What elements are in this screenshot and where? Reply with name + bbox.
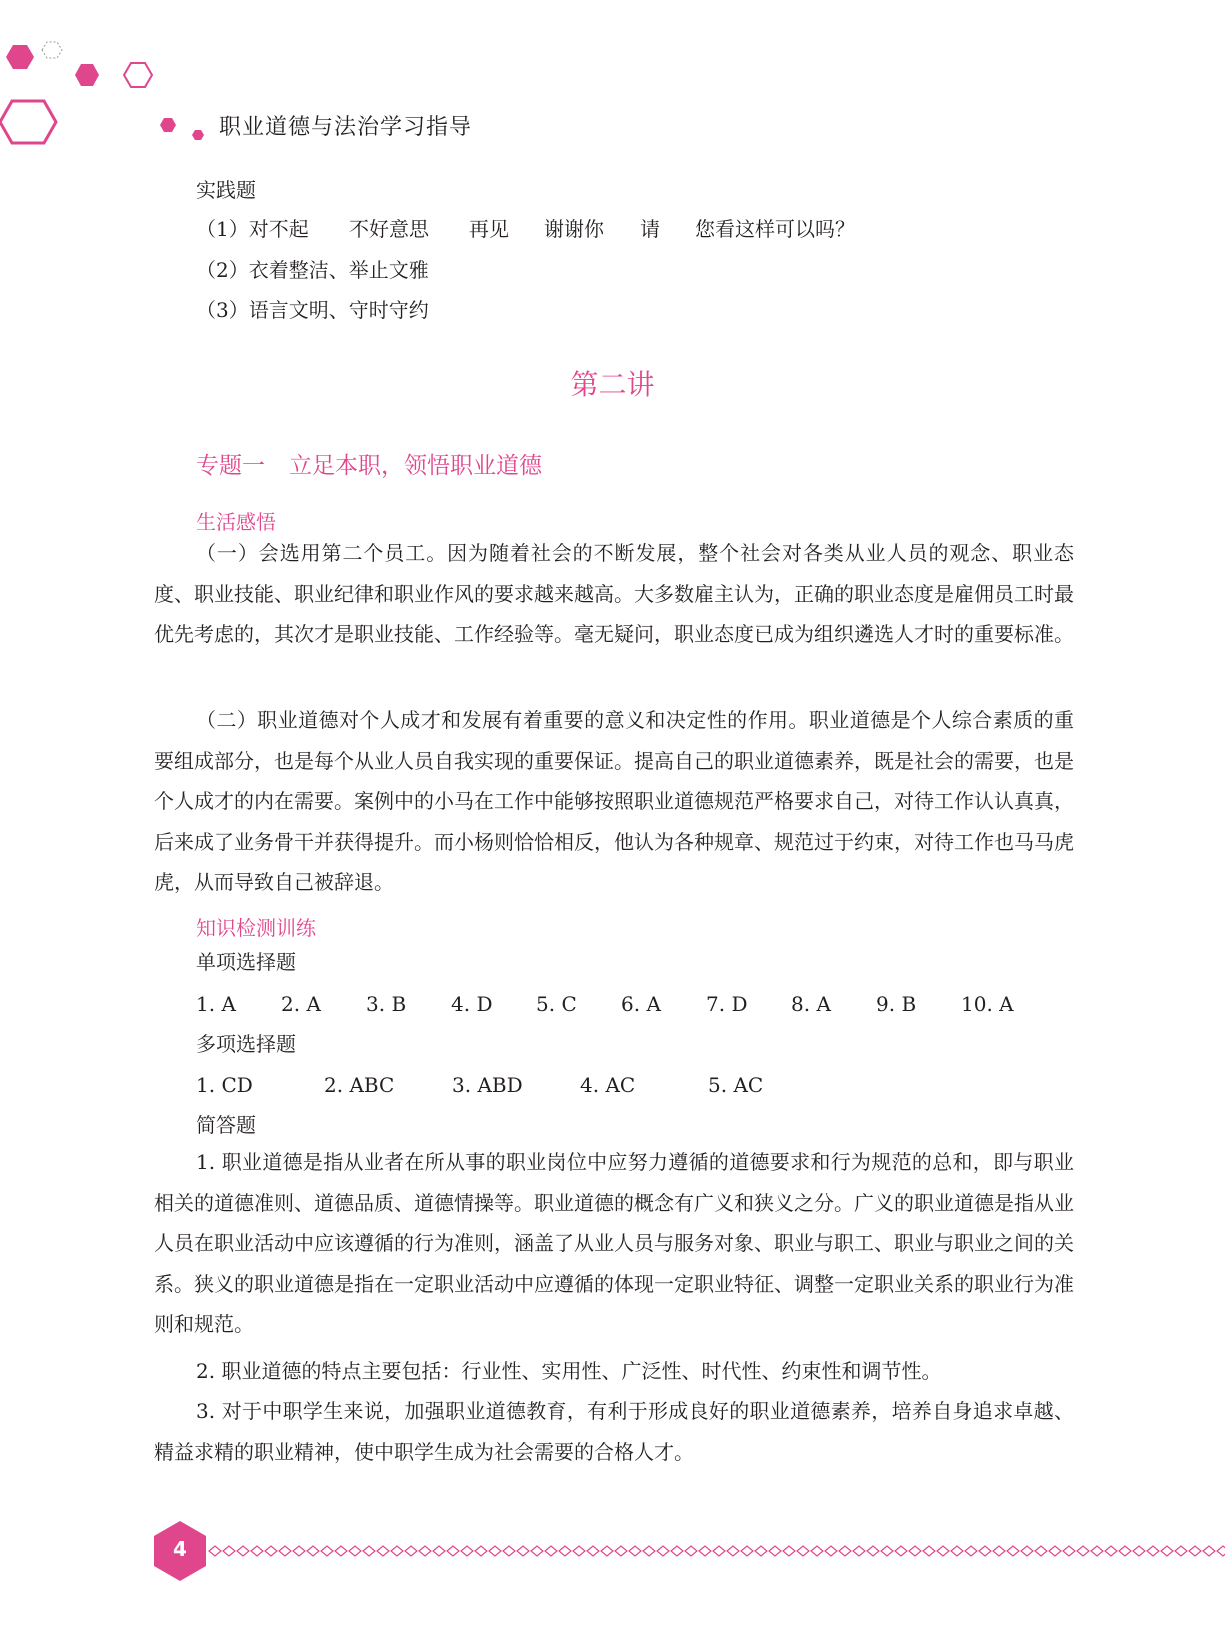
answer-item: 6. A xyxy=(621,992,661,1016)
answer-item: 3. ABD xyxy=(452,1073,523,1097)
practice-phrase: 请 xyxy=(640,217,660,241)
multiple-choice-answers xyxy=(196,1075,836,1095)
answer-item: 4. D xyxy=(451,992,493,1016)
practice-item-1 xyxy=(196,219,855,239)
topic-heading xyxy=(196,447,542,480)
single-choice-answers xyxy=(196,994,1046,1014)
answer-item: 1. A xyxy=(196,992,236,1016)
page-number: 4 xyxy=(173,1537,187,1561)
life-insight-paragraph-2: （二）职业道德对个人成才和发展有着重要的意义和决定性的作用。职业道德是个人综合素质的重要组成部分，也是每个从业人员自我实现的重要保证。提高自己的职业道德素养，既是社会的需要，也是个人成才的内在需要。案例中的小马在工作中能够按照职业道德规范严格要求自己，对待工作认认真真，后来成了业务骨干并获得提升。而小杨则恰恰相反，他认为各种规章、规范过于约束，对待工作也马马虎虎，从而导致自己被辞退。 xyxy=(154,708,1074,894)
answer-item: 1. CD xyxy=(196,1073,253,1097)
answer-item: 7. D xyxy=(706,992,748,1016)
practice-phrase: 不好意思 xyxy=(349,217,429,241)
practice-phrase: （1）对不起 xyxy=(196,217,309,241)
answer-item: 4. AC xyxy=(580,1073,636,1097)
answer-item: 2. A xyxy=(281,992,321,1016)
knowledge-test-heading: 知识检测训练 xyxy=(196,916,316,940)
hexagon-decoration xyxy=(0,0,240,150)
multiple-choice-heading: 多项选择题 xyxy=(196,1032,296,1056)
practice-heading: 实践题 xyxy=(196,178,256,202)
short-answer-2: 2. 职业道德的特点主要包括：行业性、实用性、广泛性、时代性、约束性和调节性。 xyxy=(196,1359,942,1383)
short-answer-1: 1. 职业道德是指从业者在所从事的职业岗位中应努力遵循的道德要求和行为规范的总和，即与职业相关的道德准则、道德品质、道德情操等。职业道德的概念有广义和狭义之分。广义的职业道德是指从业人员在职业活动中应该遵循的行为准则，涵盖了从业人员与服务对象、职业与职工、职业与职业之间的关系。狭义的职业道德是指在一定职业活动中应遵循的体现一定职业特征、调整一定职业关系的职业行为准则和规范。 xyxy=(154,1150,1074,1336)
running-title: 职业道德与法治学习指导 xyxy=(219,115,473,140)
lecture-title: 第二讲 xyxy=(570,368,655,401)
answer-item: 2. ABC xyxy=(324,1073,395,1097)
practice-phrase: 谢谢你 xyxy=(544,217,604,241)
footer-chain-border xyxy=(208,1543,1225,1559)
answer-item: 5. AC xyxy=(708,1073,764,1097)
short-answer-3: 3. 对于中职学生来说，加强职业道德教育，有利于形成良好的职业道德素养，培养自身追求卓越、精益求精的职业精神，使中职学生成为社会需要的合格人才。 xyxy=(154,1399,1074,1464)
practice-phrase: 您看这样可以吗？ xyxy=(695,217,855,241)
answer-item: 9. B xyxy=(876,992,917,1016)
single-choice-heading: 单项选择题 xyxy=(196,950,296,974)
answer-item: 5. C xyxy=(536,992,577,1016)
topic-number: 专题一 xyxy=(196,453,265,479)
answer-item: 10. A xyxy=(961,992,1014,1016)
life-insight-paragraph-1: （一）会选用第二个员工。因为随着社会的不断发展，整个社会对各类从业人员的观念、职业态度、职业技能、职业纪律和职业作风的要求越来越高。大多数雇主认为，正确的职业态度是雇佣员工时最优先考虑的，其次才是职业技能、工作经验等。毫无疑问，职业态度已成为组织遴选人才时的重要标准。 xyxy=(154,541,1074,646)
life-insight-heading: 生活感悟 xyxy=(196,510,276,534)
practice-item-2: （2）衣着整洁、举止文雅 xyxy=(196,258,429,282)
answer-item: 3. B xyxy=(366,992,407,1016)
practice-item-3: （3）语言文明、守时守约 xyxy=(196,298,429,322)
answer-item: 8. A xyxy=(791,992,831,1016)
topic-title: 立足本职，领悟职业道德 xyxy=(289,453,542,479)
short-answer-heading: 简答题 xyxy=(196,1113,256,1137)
practice-phrase: 再见 xyxy=(469,217,509,241)
